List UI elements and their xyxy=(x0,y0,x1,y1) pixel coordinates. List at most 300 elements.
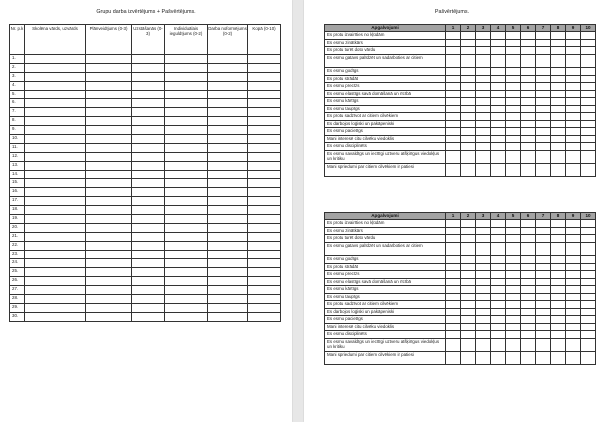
rating-cell[interactable] xyxy=(551,105,566,113)
rating-cell[interactable] xyxy=(476,54,491,67)
rating-cell[interactable] xyxy=(506,128,521,136)
grade-cell[interactable] xyxy=(86,143,132,152)
rating-cell[interactable] xyxy=(491,286,506,294)
rating-cell[interactable] xyxy=(551,286,566,294)
rating-cell[interactable] xyxy=(536,105,551,113)
rating-cell[interactable] xyxy=(521,301,536,309)
grade-cell[interactable] xyxy=(132,268,165,277)
rating-cell[interactable] xyxy=(461,235,476,243)
rating-cell[interactable] xyxy=(476,32,491,40)
grade-cell[interactable] xyxy=(86,90,132,99)
grade-cell[interactable] xyxy=(86,188,132,197)
grade-cell[interactable] xyxy=(248,215,281,224)
grade-cell[interactable] xyxy=(165,152,208,161)
grade-cell[interactable] xyxy=(248,152,281,161)
grade-cell[interactable] xyxy=(25,241,86,250)
grade-cell[interactable] xyxy=(86,197,132,206)
rating-cell[interactable] xyxy=(446,113,461,121)
grade-cell[interactable] xyxy=(208,286,248,295)
rating-cell[interactable] xyxy=(461,98,476,106)
grade-cell[interactable] xyxy=(208,55,248,64)
grade-cell[interactable] xyxy=(86,295,132,304)
rating-cell[interactable] xyxy=(491,143,506,151)
rating-cell[interactable] xyxy=(551,227,566,235)
rating-cell[interactable] xyxy=(521,278,536,286)
rating-cell[interactable] xyxy=(461,263,476,271)
rating-cell[interactable] xyxy=(566,113,581,121)
rating-cell[interactable] xyxy=(581,163,596,176)
grade-cell[interactable] xyxy=(208,277,248,286)
rating-cell[interactable] xyxy=(491,135,506,143)
grade-cell[interactable] xyxy=(25,99,86,108)
grade-cell[interactable] xyxy=(132,206,165,215)
rating-cell[interactable] xyxy=(566,32,581,40)
rating-cell[interactable] xyxy=(476,113,491,121)
rating-cell[interactable] xyxy=(551,98,566,106)
rating-cell[interactable] xyxy=(506,220,521,228)
grade-cell[interactable] xyxy=(165,90,208,99)
grade-cell[interactable] xyxy=(132,312,165,321)
rating-cell[interactable] xyxy=(476,323,491,331)
rating-cell[interactable] xyxy=(446,263,461,271)
rating-cell[interactable] xyxy=(476,256,491,264)
rating-cell[interactable] xyxy=(521,32,536,40)
grade-cell[interactable] xyxy=(208,143,248,152)
rating-cell[interactable] xyxy=(476,75,491,83)
rating-cell[interactable] xyxy=(551,135,566,143)
rating-cell[interactable] xyxy=(566,128,581,136)
rating-cell[interactable] xyxy=(491,338,506,351)
grade-cell[interactable] xyxy=(165,55,208,64)
rating-cell[interactable] xyxy=(506,316,521,324)
grade-cell[interactable] xyxy=(248,303,281,312)
rating-cell[interactable] xyxy=(566,316,581,324)
rating-cell[interactable] xyxy=(581,338,596,351)
grade-cell[interactable] xyxy=(132,108,165,117)
rating-cell[interactable] xyxy=(461,90,476,98)
rating-cell[interactable] xyxy=(476,263,491,271)
rating-cell[interactable] xyxy=(566,120,581,128)
grade-cell[interactable] xyxy=(165,143,208,152)
rating-cell[interactable] xyxy=(491,68,506,76)
rating-cell[interactable] xyxy=(566,163,581,176)
grade-cell[interactable] xyxy=(25,117,86,126)
rating-cell[interactable] xyxy=(461,54,476,67)
grade-cell[interactable] xyxy=(132,215,165,224)
rating-cell[interactable] xyxy=(566,90,581,98)
rating-cell[interactable] xyxy=(551,263,566,271)
rating-cell[interactable] xyxy=(521,128,536,136)
grade-cell[interactable] xyxy=(86,303,132,312)
rating-cell[interactable] xyxy=(461,338,476,351)
rating-cell[interactable] xyxy=(581,263,596,271)
grade-cell[interactable] xyxy=(165,179,208,188)
rating-cell[interactable] xyxy=(551,163,566,176)
grade-cell[interactable] xyxy=(132,90,165,99)
rating-cell[interactable] xyxy=(506,150,521,163)
rating-cell[interactable] xyxy=(506,135,521,143)
rating-cell[interactable] xyxy=(551,271,566,279)
grade-cell[interactable] xyxy=(248,143,281,152)
rating-cell[interactable] xyxy=(461,128,476,136)
grade-cell[interactable] xyxy=(25,108,86,117)
grade-cell[interactable] xyxy=(132,277,165,286)
grade-cell[interactable] xyxy=(165,117,208,126)
rating-cell[interactable] xyxy=(566,331,581,339)
grade-cell[interactable] xyxy=(132,135,165,144)
rating-cell[interactable] xyxy=(476,98,491,106)
grade-cell[interactable] xyxy=(86,55,132,64)
rating-cell[interactable] xyxy=(536,235,551,243)
grade-cell[interactable] xyxy=(248,108,281,117)
rating-cell[interactable] xyxy=(566,242,581,255)
grade-cell[interactable] xyxy=(86,259,132,268)
rating-cell[interactable] xyxy=(551,120,566,128)
grade-cell[interactable] xyxy=(248,99,281,108)
rating-cell[interactable] xyxy=(536,286,551,294)
rating-cell[interactable] xyxy=(476,308,491,316)
rating-cell[interactable] xyxy=(566,263,581,271)
rating-cell[interactable] xyxy=(581,286,596,294)
rating-cell[interactable] xyxy=(566,150,581,163)
rating-cell[interactable] xyxy=(506,163,521,176)
rating-cell[interactable] xyxy=(506,98,521,106)
rating-cell[interactable] xyxy=(461,351,476,364)
rating-cell[interactable] xyxy=(536,113,551,121)
grade-cell[interactable] xyxy=(208,135,248,144)
rating-cell[interactable] xyxy=(506,90,521,98)
grade-cell[interactable] xyxy=(132,143,165,152)
grade-cell[interactable] xyxy=(132,152,165,161)
rating-cell[interactable] xyxy=(536,351,551,364)
rating-cell[interactable] xyxy=(461,120,476,128)
rating-cell[interactable] xyxy=(521,105,536,113)
rating-cell[interactable] xyxy=(506,323,521,331)
grade-cell[interactable] xyxy=(248,206,281,215)
grade-cell[interactable] xyxy=(25,63,86,72)
grade-cell[interactable] xyxy=(165,63,208,72)
rating-cell[interactable] xyxy=(581,105,596,113)
grade-cell[interactable] xyxy=(132,117,165,126)
grade-cell[interactable] xyxy=(165,135,208,144)
rating-cell[interactable] xyxy=(506,351,521,364)
grade-cell[interactable] xyxy=(208,72,248,81)
grade-cell[interactable] xyxy=(165,215,208,224)
rating-cell[interactable] xyxy=(491,32,506,40)
rating-cell[interactable] xyxy=(536,68,551,76)
rating-cell[interactable] xyxy=(446,135,461,143)
rating-cell[interactable] xyxy=(491,263,506,271)
rating-cell[interactable] xyxy=(476,242,491,255)
rating-cell[interactable] xyxy=(506,338,521,351)
rating-cell[interactable] xyxy=(566,308,581,316)
rating-cell[interactable] xyxy=(446,150,461,163)
grade-cell[interactable] xyxy=(248,223,281,232)
rating-cell[interactable] xyxy=(461,242,476,255)
rating-cell[interactable] xyxy=(446,143,461,151)
grade-cell[interactable] xyxy=(248,55,281,64)
rating-cell[interactable] xyxy=(446,32,461,40)
rating-cell[interactable] xyxy=(536,39,551,47)
rating-cell[interactable] xyxy=(551,75,566,83)
rating-cell[interactable] xyxy=(506,242,521,255)
rating-cell[interactable] xyxy=(521,256,536,264)
grade-cell[interactable] xyxy=(208,108,248,117)
grade-cell[interactable] xyxy=(208,295,248,304)
rating-cell[interactable] xyxy=(581,83,596,91)
grade-cell[interactable] xyxy=(86,268,132,277)
rating-cell[interactable] xyxy=(536,227,551,235)
rating-cell[interactable] xyxy=(461,150,476,163)
grade-cell[interactable] xyxy=(208,250,248,259)
grade-cell[interactable] xyxy=(132,259,165,268)
rating-cell[interactable] xyxy=(536,220,551,228)
grade-cell[interactable] xyxy=(25,126,86,135)
rating-cell[interactable] xyxy=(566,256,581,264)
rating-cell[interactable] xyxy=(491,150,506,163)
grade-cell[interactable] xyxy=(248,241,281,250)
rating-cell[interactable] xyxy=(536,271,551,279)
grade-cell[interactable] xyxy=(25,206,86,215)
rating-cell[interactable] xyxy=(566,68,581,76)
rating-cell[interactable] xyxy=(491,105,506,113)
rating-cell[interactable] xyxy=(566,351,581,364)
rating-cell[interactable] xyxy=(446,83,461,91)
grade-cell[interactable] xyxy=(132,179,165,188)
rating-cell[interactable] xyxy=(446,331,461,339)
rating-cell[interactable] xyxy=(476,351,491,364)
grade-cell[interactable] xyxy=(132,241,165,250)
rating-cell[interactable] xyxy=(536,90,551,98)
rating-cell[interactable] xyxy=(551,54,566,67)
rating-cell[interactable] xyxy=(506,331,521,339)
grade-cell[interactable] xyxy=(25,90,86,99)
grade-cell[interactable] xyxy=(165,250,208,259)
grade-cell[interactable] xyxy=(25,152,86,161)
grade-cell[interactable] xyxy=(25,250,86,259)
grade-cell[interactable] xyxy=(86,223,132,232)
rating-cell[interactable] xyxy=(566,323,581,331)
rating-cell[interactable] xyxy=(491,90,506,98)
grade-cell[interactable] xyxy=(86,206,132,215)
rating-cell[interactable] xyxy=(521,150,536,163)
grade-cell[interactable] xyxy=(86,250,132,259)
rating-cell[interactable] xyxy=(476,68,491,76)
grade-cell[interactable] xyxy=(25,286,86,295)
rating-cell[interactable] xyxy=(446,120,461,128)
rating-cell[interactable] xyxy=(506,47,521,55)
grade-cell[interactable] xyxy=(208,312,248,321)
rating-cell[interactable] xyxy=(506,75,521,83)
rating-cell[interactable] xyxy=(506,54,521,67)
rating-cell[interactable] xyxy=(581,227,596,235)
rating-cell[interactable] xyxy=(506,271,521,279)
rating-cell[interactable] xyxy=(536,301,551,309)
rating-cell[interactable] xyxy=(551,293,566,301)
grade-cell[interactable] xyxy=(25,232,86,241)
rating-cell[interactable] xyxy=(581,90,596,98)
rating-cell[interactable] xyxy=(551,331,566,339)
rating-cell[interactable] xyxy=(461,47,476,55)
rating-cell[interactable] xyxy=(491,120,506,128)
rating-cell[interactable] xyxy=(446,301,461,309)
grade-cell[interactable] xyxy=(248,135,281,144)
rating-cell[interactable] xyxy=(521,54,536,67)
rating-cell[interactable] xyxy=(446,54,461,67)
rating-cell[interactable] xyxy=(446,316,461,324)
rating-cell[interactable] xyxy=(521,286,536,294)
rating-cell[interactable] xyxy=(566,271,581,279)
rating-cell[interactable] xyxy=(491,75,506,83)
rating-cell[interactable] xyxy=(581,256,596,264)
rating-cell[interactable] xyxy=(506,32,521,40)
rating-cell[interactable] xyxy=(551,68,566,76)
rating-cell[interactable] xyxy=(521,68,536,76)
rating-cell[interactable] xyxy=(521,263,536,271)
grade-cell[interactable] xyxy=(248,250,281,259)
rating-cell[interactable] xyxy=(521,323,536,331)
grade-cell[interactable] xyxy=(86,81,132,90)
rating-cell[interactable] xyxy=(566,98,581,106)
rating-cell[interactable] xyxy=(536,98,551,106)
rating-cell[interactable] xyxy=(446,68,461,76)
rating-cell[interactable] xyxy=(476,235,491,243)
grade-cell[interactable] xyxy=(248,117,281,126)
grade-cell[interactable] xyxy=(248,232,281,241)
rating-cell[interactable] xyxy=(581,316,596,324)
grade-cell[interactable] xyxy=(248,170,281,179)
rating-cell[interactable] xyxy=(551,143,566,151)
rating-cell[interactable] xyxy=(566,54,581,67)
rating-cell[interactable] xyxy=(581,331,596,339)
rating-cell[interactable] xyxy=(491,301,506,309)
rating-cell[interactable] xyxy=(491,323,506,331)
rating-cell[interactable] xyxy=(581,293,596,301)
rating-cell[interactable] xyxy=(521,39,536,47)
rating-cell[interactable] xyxy=(506,256,521,264)
rating-cell[interactable] xyxy=(566,39,581,47)
rating-cell[interactable] xyxy=(491,227,506,235)
rating-cell[interactable] xyxy=(536,308,551,316)
grade-cell[interactable] xyxy=(248,188,281,197)
rating-cell[interactable] xyxy=(491,83,506,91)
grade-cell[interactable] xyxy=(165,161,208,170)
rating-cell[interactable] xyxy=(491,293,506,301)
rating-cell[interactable] xyxy=(521,308,536,316)
rating-cell[interactable] xyxy=(446,47,461,55)
rating-cell[interactable] xyxy=(491,220,506,228)
grade-cell[interactable] xyxy=(86,108,132,117)
rating-cell[interactable] xyxy=(506,235,521,243)
grade-cell[interactable] xyxy=(86,312,132,321)
rating-cell[interactable] xyxy=(476,220,491,228)
rating-cell[interactable] xyxy=(461,293,476,301)
grade-cell[interactable] xyxy=(208,268,248,277)
rating-cell[interactable] xyxy=(461,220,476,228)
rating-cell[interactable] xyxy=(476,128,491,136)
rating-cell[interactable] xyxy=(521,338,536,351)
grade-cell[interactable] xyxy=(165,197,208,206)
rating-cell[interactable] xyxy=(446,351,461,364)
grade-cell[interactable] xyxy=(132,63,165,72)
grade-cell[interactable] xyxy=(165,108,208,117)
rating-cell[interactable] xyxy=(476,135,491,143)
grade-cell[interactable] xyxy=(25,312,86,321)
rating-cell[interactable] xyxy=(581,301,596,309)
grade-cell[interactable] xyxy=(86,161,132,170)
grade-cell[interactable] xyxy=(208,223,248,232)
rating-cell[interactable] xyxy=(476,301,491,309)
grade-cell[interactable] xyxy=(165,81,208,90)
grade-cell[interactable] xyxy=(86,170,132,179)
grade-cell[interactable] xyxy=(208,152,248,161)
grade-cell[interactable] xyxy=(208,126,248,135)
grade-cell[interactable] xyxy=(132,55,165,64)
grade-cell[interactable] xyxy=(86,179,132,188)
rating-cell[interactable] xyxy=(491,331,506,339)
rating-cell[interactable] xyxy=(506,286,521,294)
rating-cell[interactable] xyxy=(551,128,566,136)
grade-cell[interactable] xyxy=(86,241,132,250)
grade-cell[interactable] xyxy=(25,277,86,286)
rating-cell[interactable] xyxy=(521,227,536,235)
grade-cell[interactable] xyxy=(86,277,132,286)
rating-cell[interactable] xyxy=(566,83,581,91)
rating-cell[interactable] xyxy=(491,128,506,136)
rating-cell[interactable] xyxy=(566,220,581,228)
rating-cell[interactable] xyxy=(506,143,521,151)
grade-cell[interactable] xyxy=(86,135,132,144)
rating-cell[interactable] xyxy=(506,227,521,235)
grade-cell[interactable] xyxy=(248,126,281,135)
rating-cell[interactable] xyxy=(446,235,461,243)
grade-cell[interactable] xyxy=(165,223,208,232)
grade-cell[interactable] xyxy=(248,161,281,170)
grade-cell[interactable] xyxy=(25,170,86,179)
grade-cell[interactable] xyxy=(86,286,132,295)
rating-cell[interactable] xyxy=(521,143,536,151)
grade-cell[interactable] xyxy=(25,55,86,64)
grade-cell[interactable] xyxy=(208,179,248,188)
rating-cell[interactable] xyxy=(446,271,461,279)
rating-cell[interactable] xyxy=(536,263,551,271)
rating-cell[interactable] xyxy=(476,150,491,163)
rating-cell[interactable] xyxy=(536,75,551,83)
grade-cell[interactable] xyxy=(25,223,86,232)
rating-cell[interactable] xyxy=(521,83,536,91)
rating-cell[interactable] xyxy=(506,105,521,113)
rating-cell[interactable] xyxy=(461,286,476,294)
rating-cell[interactable] xyxy=(521,316,536,324)
rating-cell[interactable] xyxy=(446,220,461,228)
grade-cell[interactable] xyxy=(132,303,165,312)
rating-cell[interactable] xyxy=(506,83,521,91)
rating-cell[interactable] xyxy=(461,39,476,47)
rating-cell[interactable] xyxy=(446,338,461,351)
grade-cell[interactable] xyxy=(86,232,132,241)
rating-cell[interactable] xyxy=(506,68,521,76)
rating-cell[interactable] xyxy=(551,150,566,163)
rating-cell[interactable] xyxy=(461,105,476,113)
rating-cell[interactable] xyxy=(581,308,596,316)
grade-cell[interactable] xyxy=(165,126,208,135)
rating-cell[interactable] xyxy=(566,301,581,309)
rating-cell[interactable] xyxy=(521,271,536,279)
grade-cell[interactable] xyxy=(86,215,132,224)
rating-cell[interactable] xyxy=(461,256,476,264)
rating-cell[interactable] xyxy=(551,83,566,91)
rating-cell[interactable] xyxy=(566,278,581,286)
